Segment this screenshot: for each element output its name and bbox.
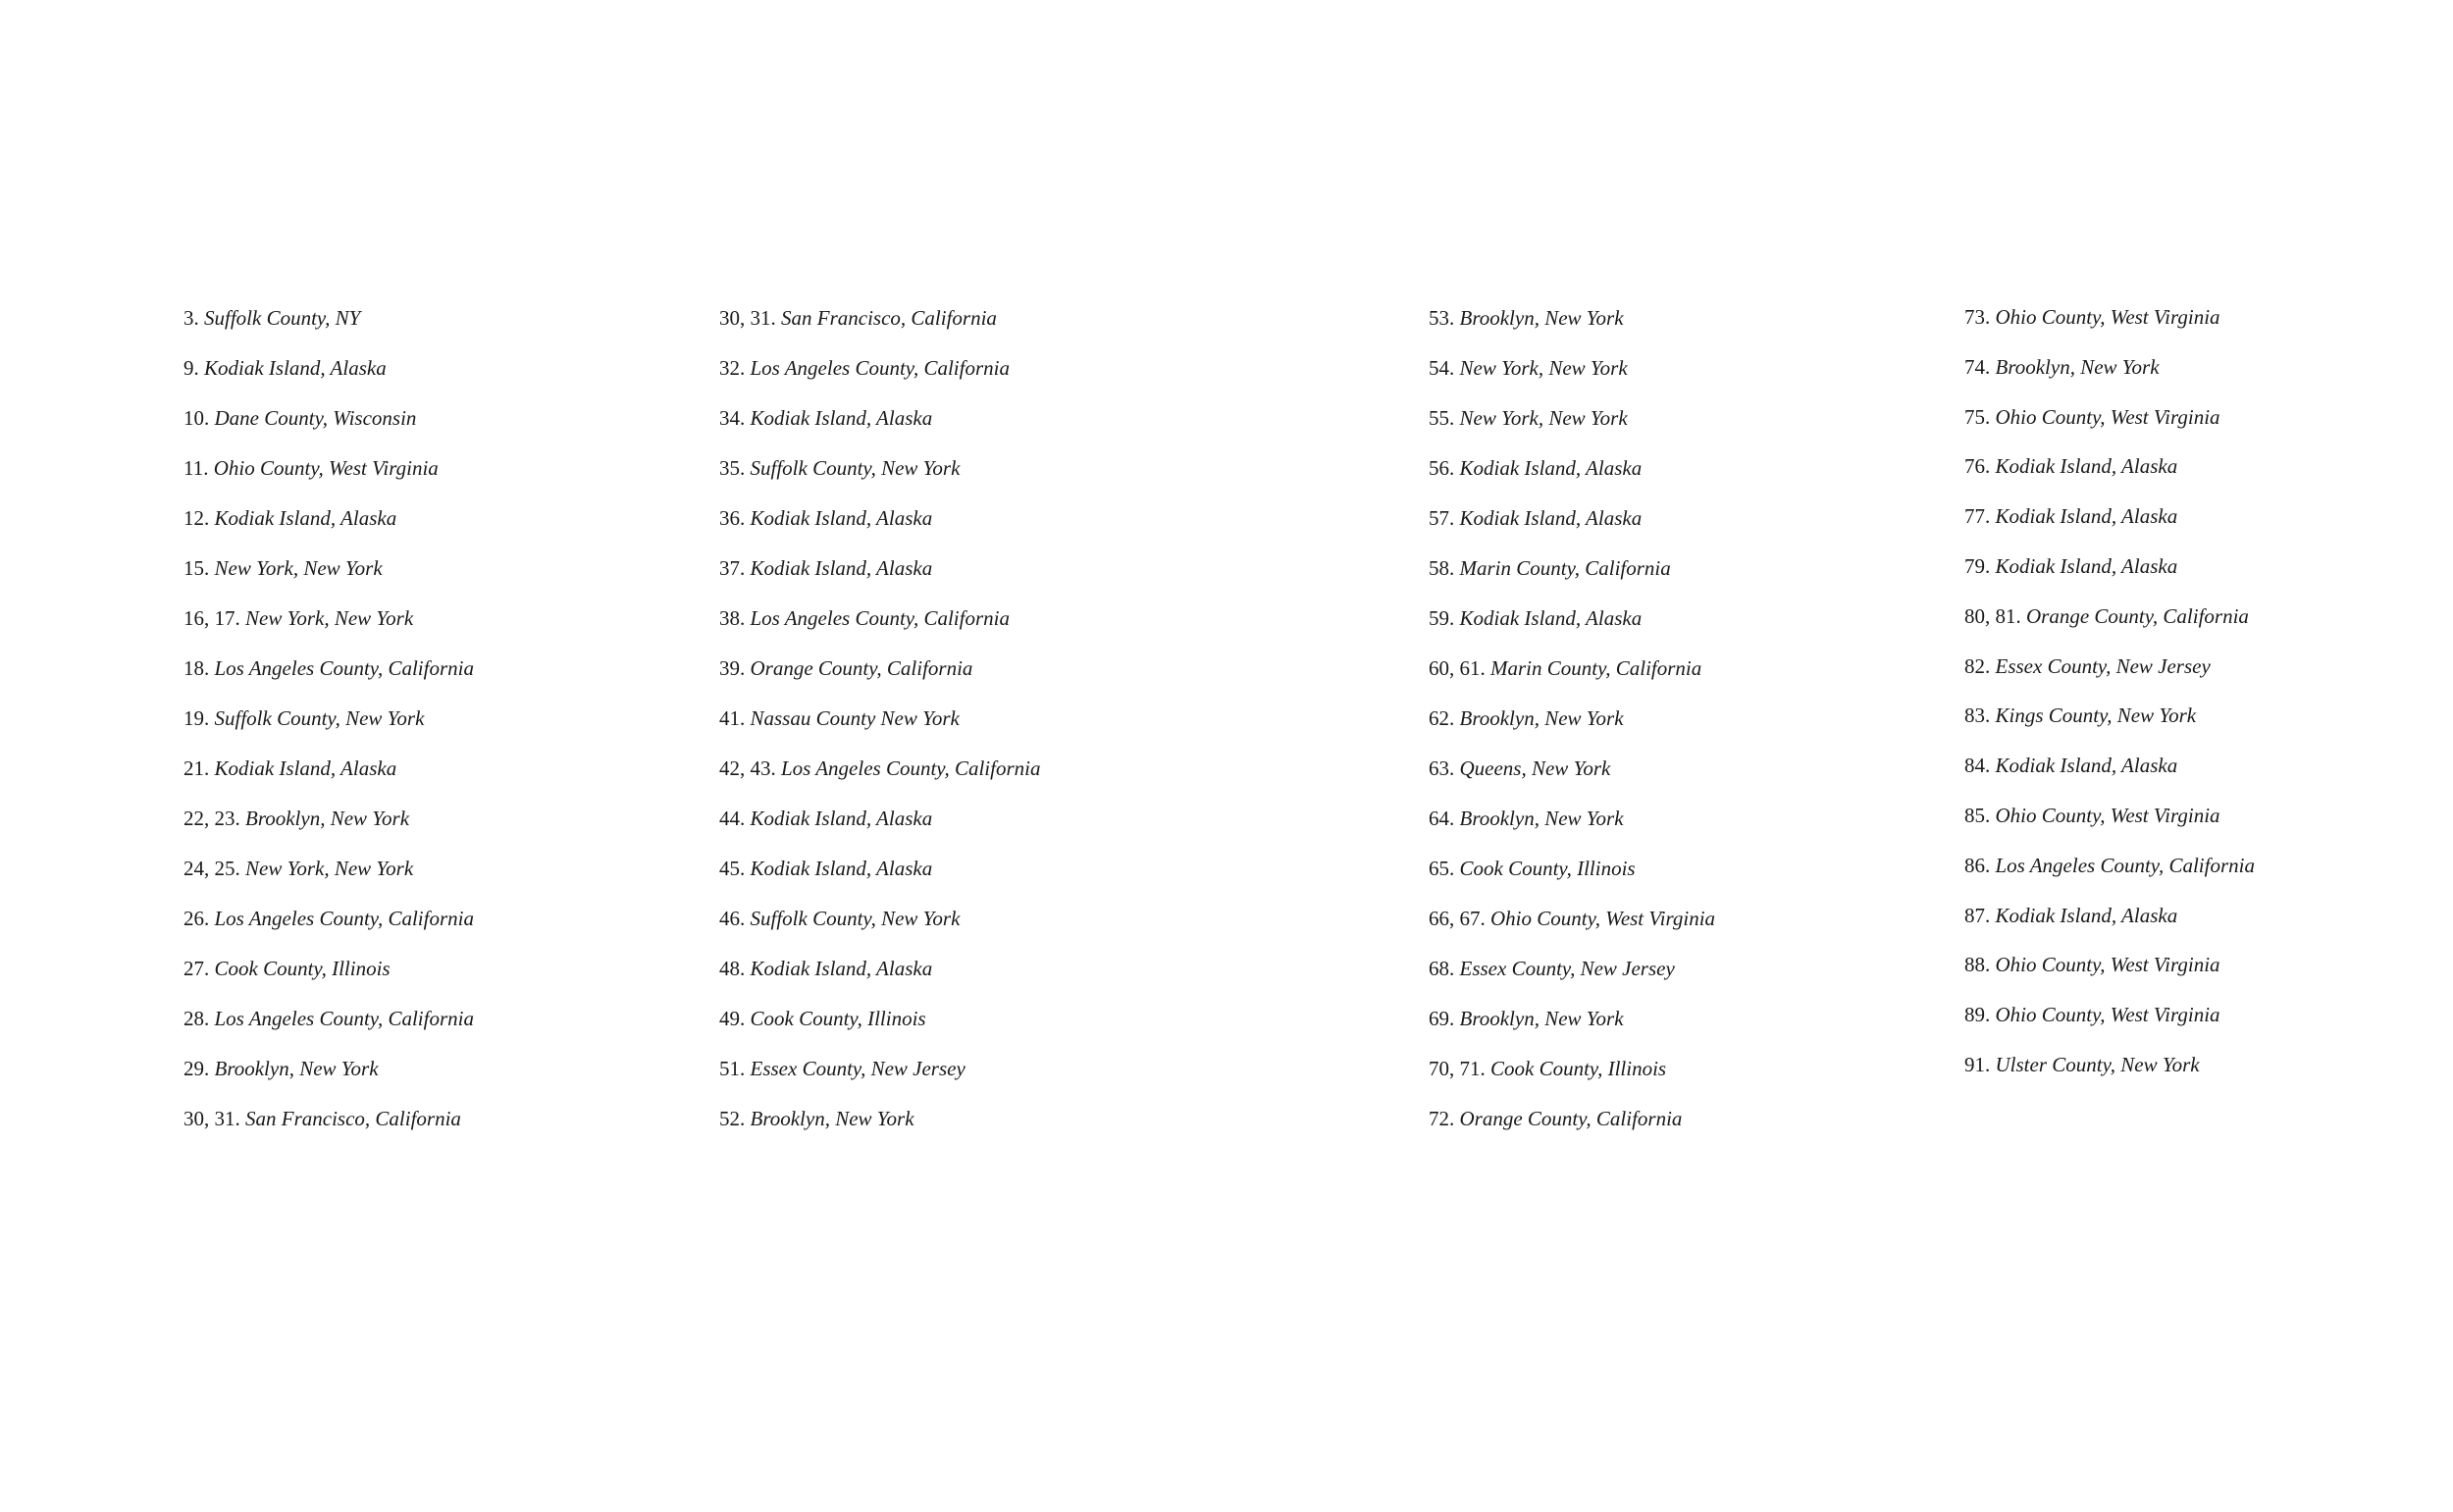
- credit-entry: [183, 454, 474, 504]
- credit-entry: [1964, 1051, 2255, 1101]
- page-number: 15.: [183, 556, 210, 580]
- location-name: Marin County, California: [1490, 656, 1702, 680]
- credit-entry: [1429, 704, 1715, 755]
- credit-entry: [1429, 805, 1715, 855]
- page-number: 28.: [183, 1007, 210, 1030]
- credit-entry: [1429, 354, 1715, 404]
- credit-entry: [1429, 905, 1715, 955]
- credit-entry: [719, 1055, 1040, 1105]
- page-number: 54.: [1429, 356, 1455, 380]
- page-number: 3.: [183, 306, 199, 330]
- page-number: 49.: [719, 1007, 746, 1030]
- credit-entry: [1964, 852, 2255, 902]
- page-number: 29.: [183, 1057, 210, 1080]
- location-name: Essex County, New Jersey: [1459, 957, 1675, 980]
- location-name: Essex County, New Jersey: [1995, 653, 2211, 678]
- location-name: Ohio County, West Virginia: [1995, 803, 2220, 827]
- credit-entry: [1429, 755, 1715, 805]
- credits-column-3: [1429, 304, 1715, 1155]
- page-number: 22, 23.: [183, 807, 240, 830]
- location-name: Los Angeles County, California: [750, 606, 1010, 630]
- credit-entry: [1429, 1105, 1715, 1155]
- location-name: Ohio County, West Virginia: [1995, 305, 2220, 329]
- location-name: Cook County, Illinois: [214, 957, 391, 980]
- credit-entry: [183, 704, 474, 755]
- location-name: Los Angeles County, California: [214, 656, 474, 680]
- location-name: Essex County, New Jersey: [750, 1057, 966, 1080]
- page-number: 36.: [719, 506, 746, 530]
- location-name: Dane County, Wisconsin: [214, 406, 417, 430]
- credit-entry: [1964, 552, 2255, 602]
- page-number: 24, 25.: [183, 857, 240, 880]
- page-number: 41.: [719, 706, 746, 730]
- location-name: Kodiak Island, Alaska: [1995, 553, 2178, 578]
- page-number: 53.: [1429, 306, 1455, 330]
- credit-entry: [183, 955, 474, 1005]
- credit-entry: [719, 654, 1040, 704]
- credit-entry: [1964, 802, 2255, 852]
- page-number: 32.: [719, 356, 746, 380]
- page-number: 82.: [1964, 653, 1991, 678]
- page-number: 52.: [719, 1107, 746, 1130]
- page-number: 55.: [1429, 406, 1455, 430]
- credit-entry: [183, 755, 474, 805]
- credit-entry: [1429, 654, 1715, 704]
- location-name: Kodiak Island, Alaska: [1459, 506, 1643, 530]
- credit-entry: [183, 1105, 474, 1155]
- page-number: 85.: [1964, 803, 1991, 827]
- credit-entry: [719, 554, 1040, 604]
- page-number: 59.: [1429, 606, 1455, 630]
- page-number: 26.: [183, 907, 210, 930]
- credit-entry: [1429, 1005, 1715, 1055]
- page-number: 34.: [719, 406, 746, 430]
- credit-entry: [1429, 554, 1715, 604]
- location-name: Kodiak Island, Alaska: [750, 957, 933, 980]
- location-name: San Francisco, California: [781, 306, 997, 330]
- credit-entry: [1964, 353, 2255, 403]
- location-name: Brooklyn, New York: [214, 1057, 379, 1080]
- location-name: Queens, New York: [1459, 756, 1611, 780]
- location-name: Ohio County, West Virginia: [1995, 1003, 2220, 1027]
- page-number: 11.: [183, 456, 209, 480]
- page-number: 48.: [719, 957, 746, 980]
- page-number: 76.: [1964, 454, 1991, 479]
- location-name: Orange County, California: [1459, 1107, 1683, 1130]
- page-number: 83.: [1964, 704, 1991, 728]
- credit-entry: [1429, 955, 1715, 1005]
- location-name: New York, New York: [245, 606, 414, 630]
- location-name: Ulster County, New York: [1995, 1052, 2200, 1076]
- location-name: Brooklyn, New York: [750, 1107, 914, 1130]
- page-number: 57.: [1429, 506, 1455, 530]
- location-name: Kings County, New York: [1995, 704, 2197, 728]
- credit-entry: [719, 454, 1040, 504]
- location-name: Kodiak Island, Alaska: [204, 356, 387, 380]
- credit-entry: [183, 1055, 474, 1105]
- credit-entry: [183, 504, 474, 554]
- location-name: Brooklyn, New York: [1459, 807, 1624, 830]
- page-number: 21.: [183, 756, 210, 780]
- credit-entry: [1964, 902, 2255, 952]
- page-number: 65.: [1429, 857, 1455, 880]
- page-number: 62.: [1429, 706, 1455, 730]
- credit-entry: [1429, 604, 1715, 654]
- credit-entry: [1964, 702, 2255, 752]
- credit-entry: [719, 905, 1040, 955]
- credit-entry: [1429, 404, 1715, 454]
- page-number: 72.: [1429, 1107, 1455, 1130]
- credit-entry: [183, 855, 474, 905]
- page-number: 73.: [1964, 305, 1991, 329]
- location-name: Kodiak Island, Alaska: [1459, 456, 1643, 480]
- page-number: 86.: [1964, 853, 1991, 877]
- page-number: 60, 61.: [1429, 656, 1486, 680]
- credit-entry: [719, 955, 1040, 1005]
- page-number: 30, 31.: [183, 1107, 240, 1130]
- location-name: Ohio County, West Virginia: [1995, 404, 2220, 429]
- location-name: Cook County, Illinois: [750, 1007, 926, 1030]
- page-number: 69.: [1429, 1007, 1455, 1030]
- page-number: 87.: [1964, 903, 1991, 927]
- credit-entry: [1429, 304, 1715, 354]
- location-name: Suffolk County, New York: [750, 907, 961, 930]
- location-name: San Francisco, California: [245, 1107, 461, 1130]
- location-name: Brooklyn, New York: [245, 807, 410, 830]
- credit-entry: [1964, 452, 2255, 502]
- location-name: Suffolk County, New York: [750, 456, 961, 480]
- page-number: 46.: [719, 907, 746, 930]
- credit-entry: [719, 755, 1040, 805]
- credit-entry: [1964, 652, 2255, 703]
- credit-entry: [1964, 602, 2255, 652]
- location-name: Cook County, Illinois: [1459, 857, 1636, 880]
- credit-entry: [719, 1005, 1040, 1055]
- page-number: 66, 67.: [1429, 907, 1486, 930]
- credit-entry: [183, 654, 474, 704]
- location-name: Kodiak Island, Alaska: [750, 556, 933, 580]
- credit-entry: [719, 504, 1040, 554]
- credit-entry: [1964, 502, 2255, 552]
- page-number: 80, 81.: [1964, 603, 2021, 628]
- page-number: 30, 31.: [719, 306, 776, 330]
- location-name: New York, New York: [245, 857, 414, 880]
- location-name: New York, New York: [1459, 356, 1628, 380]
- page-number: 9.: [183, 356, 199, 380]
- page-number: 45.: [719, 857, 746, 880]
- location-name: Los Angeles County, California: [1995, 853, 2255, 877]
- credit-entry: [1429, 504, 1715, 554]
- page-number: 79.: [1964, 553, 1991, 578]
- location-name: Brooklyn, New York: [1995, 354, 2160, 379]
- page-number: 27.: [183, 957, 210, 980]
- page-number: 64.: [1429, 807, 1455, 830]
- credits-column-2: [719, 304, 1040, 1155]
- credit-entry: [183, 304, 474, 354]
- location-name: Los Angeles County, California: [781, 756, 1041, 780]
- credit-entry: [719, 704, 1040, 755]
- page-number: 70, 71.: [1429, 1057, 1486, 1080]
- credit-entry: [1429, 1055, 1715, 1105]
- credit-entry: [183, 604, 474, 654]
- location-name: Kodiak Island, Alaska: [750, 506, 933, 530]
- credit-entry: [183, 905, 474, 955]
- location-name: Ohio County, West Virginia: [1490, 907, 1716, 930]
- credit-entry: [719, 604, 1040, 654]
- page-number: 84.: [1964, 754, 1991, 778]
- location-name: Orange County, California: [2026, 603, 2249, 628]
- location-name: Kodiak Island, Alaska: [1459, 606, 1643, 630]
- page-number: 35.: [719, 456, 746, 480]
- credit-entry: [1429, 454, 1715, 504]
- location-name: Kodiak Island, Alaska: [1995, 754, 2178, 778]
- page-number: 88.: [1964, 953, 1991, 977]
- location-name: Cook County, Illinois: [1490, 1057, 1667, 1080]
- location-name: Kodiak Island, Alaska: [1995, 903, 2178, 927]
- credit-entry: [183, 1005, 474, 1055]
- location-name: Los Angeles County, California: [750, 356, 1010, 380]
- credit-entry: [1964, 403, 2255, 453]
- credit-entry: [183, 805, 474, 855]
- credit-entry: [719, 805, 1040, 855]
- location-name: Kodiak Island, Alaska: [750, 807, 933, 830]
- location-name: Suffolk County, New York: [214, 706, 425, 730]
- location-name: Brooklyn, New York: [1459, 1007, 1624, 1030]
- page-number: 19.: [183, 706, 210, 730]
- credit-entry: [1964, 752, 2255, 802]
- page-number: 37.: [719, 556, 746, 580]
- credits-column-4: [1964, 303, 2255, 1101]
- credit-entry: [719, 404, 1040, 454]
- credit-entry: [719, 855, 1040, 905]
- credits-column-1: [183, 304, 474, 1155]
- page-number: 75.: [1964, 404, 1991, 429]
- credit-entry: [1964, 303, 2255, 353]
- location-name: Suffolk County, NY: [204, 306, 361, 330]
- credit-entry: [183, 404, 474, 454]
- location-name: Marin County, California: [1459, 556, 1671, 580]
- location-name: Brooklyn, New York: [1459, 306, 1624, 330]
- credit-entry: [1429, 855, 1715, 905]
- location-name: Orange County, California: [750, 656, 973, 680]
- credit-entry: [719, 354, 1040, 404]
- page-number: 10.: [183, 406, 210, 430]
- page-number: 38.: [719, 606, 746, 630]
- location-name: Kodiak Island, Alaska: [214, 506, 397, 530]
- location-name: Los Angeles County, California: [214, 1007, 474, 1030]
- location-name: Kodiak Island, Alaska: [750, 406, 933, 430]
- location-name: Kodiak Island, Alaska: [750, 857, 933, 880]
- credit-entry: [719, 304, 1040, 354]
- credit-entry: [183, 554, 474, 604]
- credit-entry: [719, 1105, 1040, 1155]
- location-name: Ohio County, West Virginia: [1995, 953, 2220, 977]
- page-number: 74.: [1964, 354, 1991, 379]
- page-number: 12.: [183, 506, 210, 530]
- page-number: 58.: [1429, 556, 1455, 580]
- location-name: Kodiak Island, Alaska: [1995, 454, 2178, 479]
- page-number: 77.: [1964, 504, 1991, 529]
- page-number: 56.: [1429, 456, 1455, 480]
- page-number: 44.: [719, 807, 746, 830]
- credit-entry: [1964, 951, 2255, 1001]
- credit-entry: [183, 354, 474, 404]
- page-number: 51.: [719, 1057, 746, 1080]
- location-name: Brooklyn, New York: [1459, 706, 1624, 730]
- location-name: New York, New York: [1459, 406, 1628, 430]
- page-number: 63.: [1429, 756, 1455, 780]
- page-number: 68.: [1429, 957, 1455, 980]
- page-number: 16, 17.: [183, 606, 240, 630]
- page-number: 39.: [719, 656, 746, 680]
- page-number: 18.: [183, 656, 210, 680]
- location-name: New York, New York: [214, 556, 383, 580]
- credit-entry: [1964, 1001, 2255, 1051]
- location-name: Kodiak Island, Alaska: [1995, 504, 2178, 529]
- location-name: Nassau County New York: [750, 706, 960, 730]
- location-name: Los Angeles County, California: [214, 907, 474, 930]
- location-name: Ohio County, West Virginia: [213, 456, 439, 480]
- page-number: 91.: [1964, 1052, 1991, 1076]
- location-name: Kodiak Island, Alaska: [214, 756, 397, 780]
- page-number: 42, 43.: [719, 756, 776, 780]
- page-number: 89.: [1964, 1003, 1991, 1027]
